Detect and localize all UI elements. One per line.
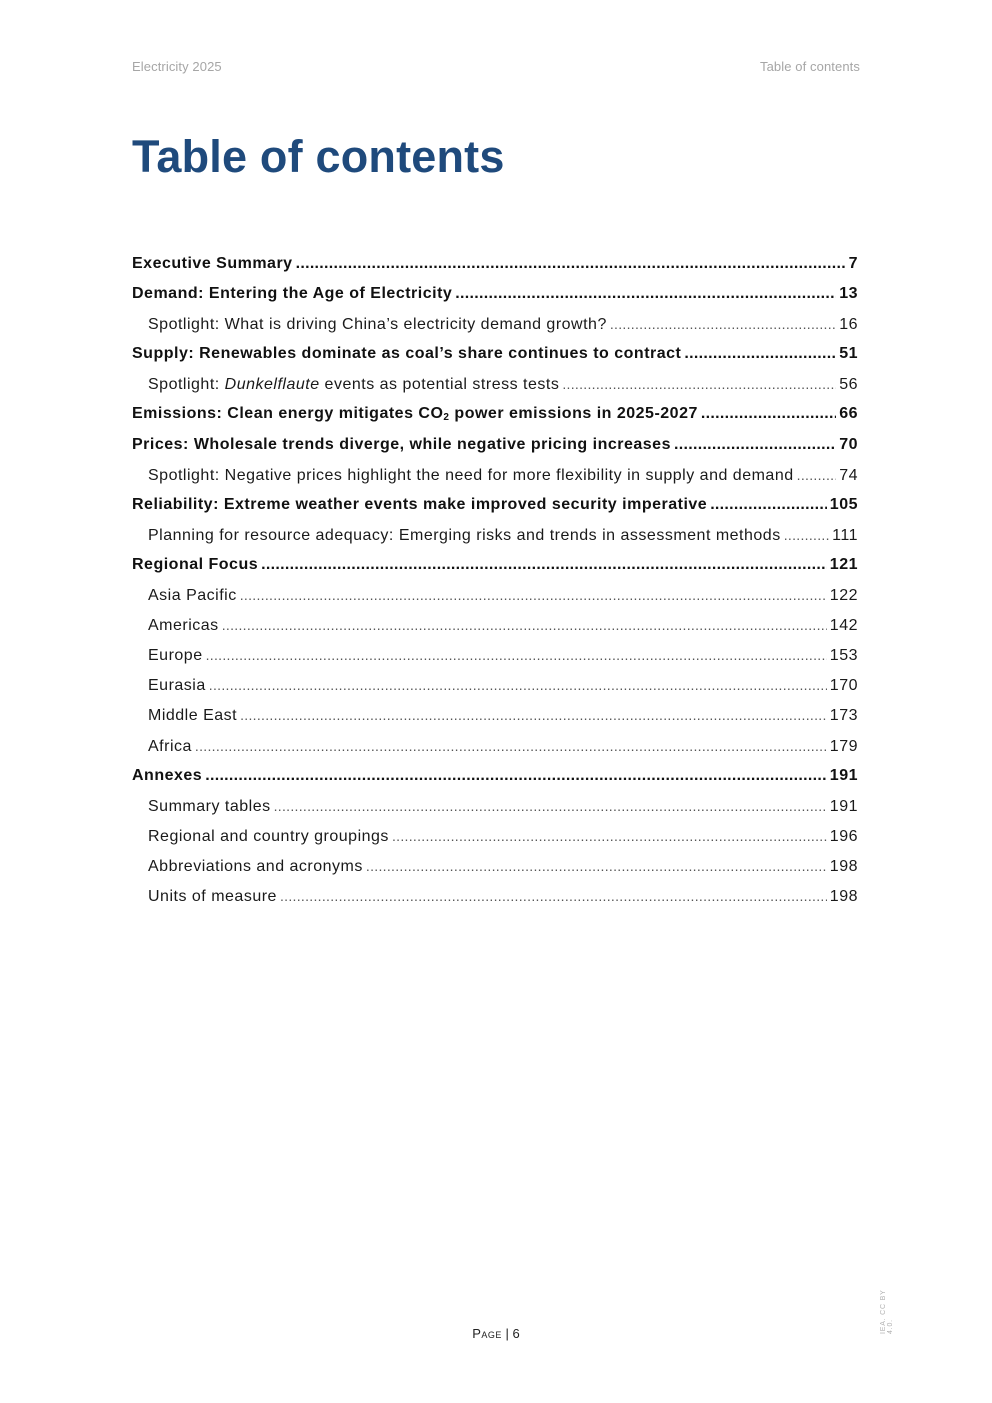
toc-entry-page: 191 [829, 797, 858, 815]
toc-entry-summary-tables[interactable] [132, 795, 858, 825]
toc-entry-page: 173 [829, 707, 858, 725]
toc-entry-regional-focus[interactable] [132, 554, 858, 584]
toc-entry-emissions[interactable] [132, 403, 858, 433]
dot-leader [366, 855, 827, 877]
toc-entry-label: Units of measure [148, 887, 277, 905]
toc-label-prefix: Emissions: Clean energy mitigates CO [132, 405, 444, 423]
toc-entry-page: 198 [829, 857, 858, 875]
toc-entry-prices[interactable] [132, 434, 858, 464]
toc-label-italic: Dunkelflaute [224, 376, 320, 394]
toc-entry-regional-groupings[interactable] [132, 825, 858, 855]
page-footer [0, 1326, 992, 1341]
toc-entry-demand[interactable] [132, 283, 858, 313]
toc-entry-label: Asia Pacific [148, 587, 237, 605]
toc-entry-supply[interactable] [132, 343, 858, 373]
toc-entry-americas[interactable] [132, 614, 858, 644]
toc-entry-label: Spotlight: What is driving China’s electricity demand growth? [148, 316, 607, 334]
toc-entry-label: Reliability: Extreme weather events make improved security imperative [132, 495, 708, 513]
toc-entry-label: Planning for resource adequacy: Emerging risks and trends in assessment methods [148, 526, 781, 544]
running-header-right: Table of contents [760, 59, 860, 74]
dot-leader [274, 795, 827, 817]
toc-entry-page: 142 [829, 617, 858, 635]
toc-label-suffix: power emissions in 2025-2027 [449, 405, 698, 423]
dot-leader [701, 403, 836, 425]
toc-entry-spotlight-dunkelflaute[interactable] [132, 373, 858, 403]
toc-entry-page: 13 [839, 285, 858, 303]
toc-entry-label: Regional and country groupings [148, 827, 389, 845]
toc-entry-executive-summary[interactable] [132, 253, 858, 283]
toc-entry-page: 70 [839, 435, 858, 453]
toc-entry-page: 170 [829, 677, 858, 695]
dot-leader [610, 313, 836, 335]
toc-label-subscript: 2 [443, 412, 450, 424]
toc-entry-units-of-measure[interactable] [132, 885, 858, 915]
dot-leader [280, 885, 827, 907]
dot-leader [674, 434, 836, 456]
toc-entry-page: 191 [829, 766, 858, 784]
dot-leader [392, 825, 827, 847]
toc-entry-label: Demand: Entering the Age of Electricity [132, 285, 453, 303]
toc-entry-page: 153 [829, 647, 858, 665]
dot-leader [784, 524, 829, 546]
dot-leader [240, 704, 827, 726]
dot-leader [240, 584, 827, 606]
toc-entry-label: Eurasia [148, 677, 206, 695]
dot-leader [261, 554, 827, 576]
dot-leader [205, 765, 827, 787]
toc-entry-abbreviations[interactable] [132, 855, 858, 885]
toc-entry-page: 74 [839, 466, 858, 484]
toc-entry-annexes[interactable] [132, 765, 858, 795]
toc-entry-page: 198 [829, 887, 858, 905]
toc-entry-page: 105 [829, 495, 858, 513]
toc-entry-spotlight-china[interactable] [132, 313, 858, 343]
toc-entry-page: 179 [829, 737, 858, 755]
toc-entry-page: 121 [829, 555, 858, 573]
dot-leader [296, 253, 846, 275]
table-of-contents [132, 253, 858, 915]
dot-leader [710, 494, 827, 516]
toc-entry-label [132, 403, 698, 425]
dot-leader [222, 614, 827, 636]
toc-entry-europe[interactable] [132, 644, 858, 674]
toc-label-prefix: Spotlight: [148, 376, 225, 394]
toc-entry-middle-east[interactable] [132, 704, 858, 734]
toc-entry-label: Prices: Wholesale trends diverge, while negative pricing increases [132, 435, 671, 453]
toc-entry-page: 66 [839, 405, 858, 423]
toc-entry-reliability[interactable] [132, 494, 858, 524]
toc-entry-label: Europe [148, 647, 203, 665]
dot-leader [195, 735, 827, 757]
toc-entry-page: 7 [848, 255, 858, 272]
toc-label-suffix: events as potential stress tests [319, 376, 560, 394]
dot-leader [684, 343, 836, 365]
toc-entry-page: 51 [839, 345, 858, 363]
toc-entry-label [148, 374, 559, 396]
toc-entry-page: 111 [832, 526, 858, 544]
page-title: Table of contents [132, 131, 505, 182]
running-header-left: Electricity 2025 [132, 59, 222, 74]
dot-leader [562, 373, 836, 395]
toc-entry-page: 122 [829, 587, 858, 605]
dot-leader [455, 283, 836, 305]
toc-entry-label: Annexes [132, 766, 203, 784]
toc-entry-eurasia[interactable] [132, 674, 858, 704]
footer-page-word: Page [472, 1326, 502, 1341]
toc-entry-label: Regional Focus [132, 555, 259, 573]
toc-entry-label: Supply: Renewables dominate as coal’s share continues to contract [132, 345, 682, 363]
license-credit: IEA. CC BY 4.0. [880, 1289, 894, 1334]
dot-leader [206, 644, 827, 666]
toc-entry-label: Abbreviations and acronyms [148, 857, 363, 875]
dot-leader [209, 674, 827, 696]
toc-entry-label: Spotlight: Negative prices highlight the need for more flexibility in supply and demand [148, 466, 794, 484]
dot-leader [797, 464, 837, 486]
toc-entry-label: Executive Summary [132, 255, 293, 272]
toc-entry-label: Summary tables [148, 797, 271, 815]
toc-entry-africa[interactable] [132, 735, 858, 765]
toc-entry-label: Africa [148, 737, 192, 755]
toc-entry-page: 16 [839, 316, 858, 334]
toc-entry-spotlight-negative-prices[interactable] [132, 464, 858, 494]
toc-entry-page: 56 [839, 376, 858, 394]
toc-entry-resource-adequacy[interactable] [132, 524, 858, 554]
footer-page-number: 6 [512, 1326, 520, 1341]
toc-entry-page: 196 [829, 827, 858, 845]
toc-entry-asia-pacific[interactable] [132, 584, 858, 614]
footer-separator: | [501, 1326, 513, 1341]
toc-entry-label: Americas [148, 617, 219, 635]
toc-entry-label: Middle East [148, 707, 238, 725]
